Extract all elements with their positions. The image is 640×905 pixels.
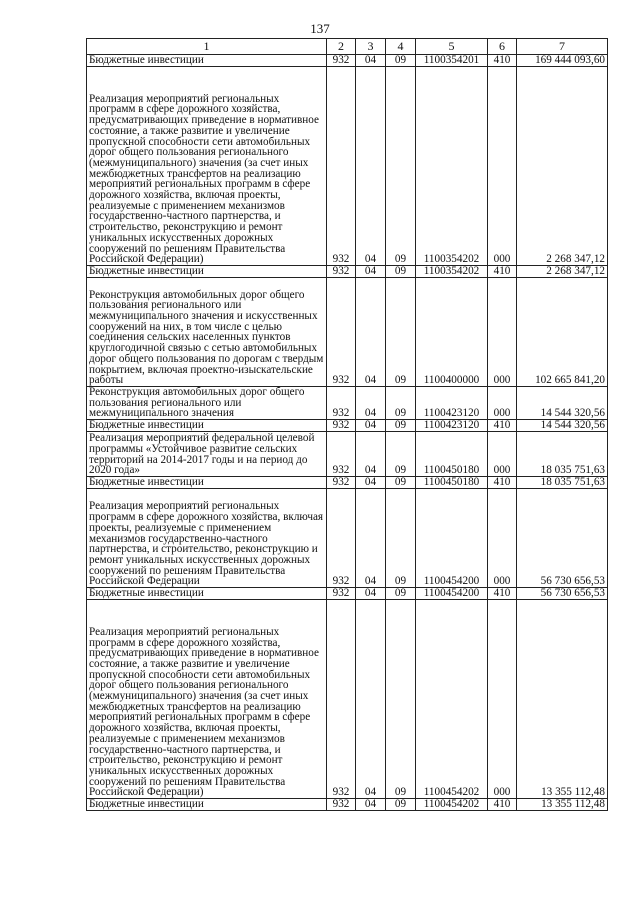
row-name: Бюджетные инвестиции <box>87 266 327 278</box>
row-amount: 2 268 347,12 <box>517 266 608 278</box>
row-ministry: 932 <box>327 420 356 432</box>
row-section: 04 <box>356 477 386 489</box>
table-row <box>87 67 608 266</box>
row-section: 04 <box>356 67 386 266</box>
row-ministry: 932 <box>327 266 356 278</box>
row-section: 04 <box>356 266 386 278</box>
row-ministry: 932 <box>327 432 356 477</box>
row-type: 410 <box>488 477 517 489</box>
row-section: 04 <box>356 799 386 811</box>
column-header: 5 <box>416 39 488 55</box>
row-type: 410 <box>488 266 517 278</box>
row-name: Реализация мероприятий региональных программ в сфере дорожного хозяйства, предусматривающих приведение в нормативное состояние, а также развитие и увеличение пропускной способности сети автомобильных дорог общего пользования регионального (межмуниципального) значения (за счет иных межбюджетных трансфертов на реализацию мероприятий региональных программ в сфере дорожного хозяйства, включая проекты, реализуемые с применением механизмов государственно-частного партнерства, и строительство, реконструкцию и ремонт уникальных искусственных дорожных сооружений по решениям Правительства Российской Федерации) <box>87 600 327 799</box>
budget-table <box>86 38 608 811</box>
row-ministry: 932 <box>327 67 356 266</box>
row-amount: 18 035 751,63 <box>517 477 608 489</box>
row-target: 1100423120 <box>416 387 488 420</box>
row-amount: 13 355 112,48 <box>517 600 608 799</box>
row-type: 410 <box>488 420 517 432</box>
table-row <box>87 432 608 477</box>
row-section: 04 <box>356 600 386 799</box>
row-type: 000 <box>488 67 517 266</box>
column-header: 1 <box>87 39 327 55</box>
row-target: 1100354202 <box>416 266 488 278</box>
row-section: 04 <box>356 489 386 588</box>
row-name: Реконструкция автомобильных дорог общего пользования регионального или межмуниципального значения <box>87 387 327 420</box>
column-header: 7 <box>517 39 608 55</box>
row-ministry: 932 <box>327 477 356 489</box>
column-header: 6 <box>488 39 517 55</box>
row-subsection: 09 <box>386 55 416 67</box>
row-ministry: 932 <box>327 600 356 799</box>
row-type: 000 <box>488 489 517 588</box>
row-type: 000 <box>488 278 517 387</box>
row-name: Бюджетные инвестиции <box>87 420 327 432</box>
row-ministry: 932 <box>327 588 356 600</box>
row-target: 1100354202 <box>416 67 488 266</box>
row-name: Реконструкция автомобильных дорог общего пользования регионального или межмуниципального значения и искусственных сооружений на них, в том числе с целью соединения сельских населенных пунктов круглогодичной связью с сетью автомобильных дорог общего пользования по дорогам с твердым покрытием, включая проектно-изыскательские работы <box>87 278 327 387</box>
row-amount: 102 665 841,20 <box>517 278 608 387</box>
table-row <box>87 266 608 278</box>
row-subsection: 09 <box>386 278 416 387</box>
row-amount: 56 730 656,53 <box>517 489 608 588</box>
row-subsection: 09 <box>386 600 416 799</box>
row-amount: 56 730 656,53 <box>517 588 608 600</box>
table-row <box>87 387 608 420</box>
row-target: 1100450180 <box>416 432 488 477</box>
row-amount: 2 268 347,12 <box>517 67 608 266</box>
row-section: 04 <box>356 278 386 387</box>
row-name: Бюджетные инвестиции <box>87 588 327 600</box>
table-row <box>87 55 608 67</box>
row-name: Реализация мероприятий региональных программ в сфере дорожного хозяйства, включая проекты, реализуемые с применением механизмов государственно-частного партнерства, и строительство, реконструкцию и ремонт уникальных искусственных дорожных сооружений по решениям Правительства Российской Федерации <box>87 489 327 588</box>
row-section: 04 <box>356 588 386 600</box>
table-row <box>87 588 608 600</box>
table-row <box>87 477 608 489</box>
column-header: 3 <box>356 39 386 55</box>
row-subsection: 09 <box>386 799 416 811</box>
row-subsection: 09 <box>386 489 416 588</box>
row-name: Бюджетные инвестиции <box>87 799 327 811</box>
row-subsection: 09 <box>386 588 416 600</box>
row-type: 000 <box>488 432 517 477</box>
row-amount: 18 035 751,63 <box>517 432 608 477</box>
row-target: 1100454200 <box>416 489 488 588</box>
row-type: 000 <box>488 600 517 799</box>
row-target: 1100400000 <box>416 278 488 387</box>
row-target: 1100354201 <box>416 55 488 67</box>
row-target: 1100454202 <box>416 799 488 811</box>
row-type: 410 <box>488 55 517 67</box>
table-row <box>87 799 608 811</box>
row-subsection: 09 <box>386 420 416 432</box>
row-amount: 14 544 320,56 <box>517 420 608 432</box>
row-ministry: 932 <box>327 55 356 67</box>
row-subsection: 09 <box>386 387 416 420</box>
header-row <box>87 39 608 55</box>
table-row <box>87 489 608 588</box>
row-section: 04 <box>356 55 386 67</box>
row-ministry: 932 <box>327 489 356 588</box>
row-type: 410 <box>488 588 517 600</box>
row-subsection: 09 <box>386 432 416 477</box>
row-subsection: 09 <box>386 477 416 489</box>
row-name: Реализация мероприятий региональных программ в сфере дорожного хозяйства, предусматривающих приведение в нормативное состояние, а также развитие и увеличение пропускной способности сети автомобильных дорог общего пользования регионального (межмуниципального) значения (за счет иных межбюджетных трансфертов на реализацию мероприятий региональных программ в сфере дорожного хозяйства, включая проекты, реализуемые с применением механизмов государственно-частного партнерства, и строительство, реконструкцию и ремонт уникальных искусственных дорожных сооружений по решениям Правительства Российской Федерации) <box>87 67 327 266</box>
row-name: Бюджетные инвестиции <box>87 477 327 489</box>
column-header: 2 <box>327 39 356 55</box>
row-section: 04 <box>356 387 386 420</box>
row-section: 04 <box>356 420 386 432</box>
row-subsection: 09 <box>386 67 416 266</box>
row-amount: 13 355 112,48 <box>517 799 608 811</box>
row-name: Бюджетные инвестиции <box>87 55 327 67</box>
row-section: 04 <box>356 432 386 477</box>
row-subsection: 09 <box>386 266 416 278</box>
row-target: 1100450180 <box>416 477 488 489</box>
row-target: 1100454200 <box>416 588 488 600</box>
row-ministry: 932 <box>327 278 356 387</box>
row-target: 1100423120 <box>416 420 488 432</box>
page-number: 137 <box>310 21 330 36</box>
table-row <box>87 278 608 387</box>
table-row <box>87 420 608 432</box>
row-amount: 169 444 093,60 <box>517 55 608 67</box>
row-ministry: 932 <box>327 387 356 420</box>
row-type: 410 <box>488 799 517 811</box>
row-amount: 14 544 320,56 <box>517 387 608 420</box>
row-type: 000 <box>488 387 517 420</box>
row-name: Реализация мероприятий федеральной целевой программы «Устойчивое развитие сельских территорий на 2014-2017 годы и на период до 2020 года» <box>87 432 327 477</box>
row-ministry: 932 <box>327 799 356 811</box>
table-row <box>87 600 608 799</box>
column-header: 4 <box>386 39 416 55</box>
row-target: 1100454202 <box>416 600 488 799</box>
